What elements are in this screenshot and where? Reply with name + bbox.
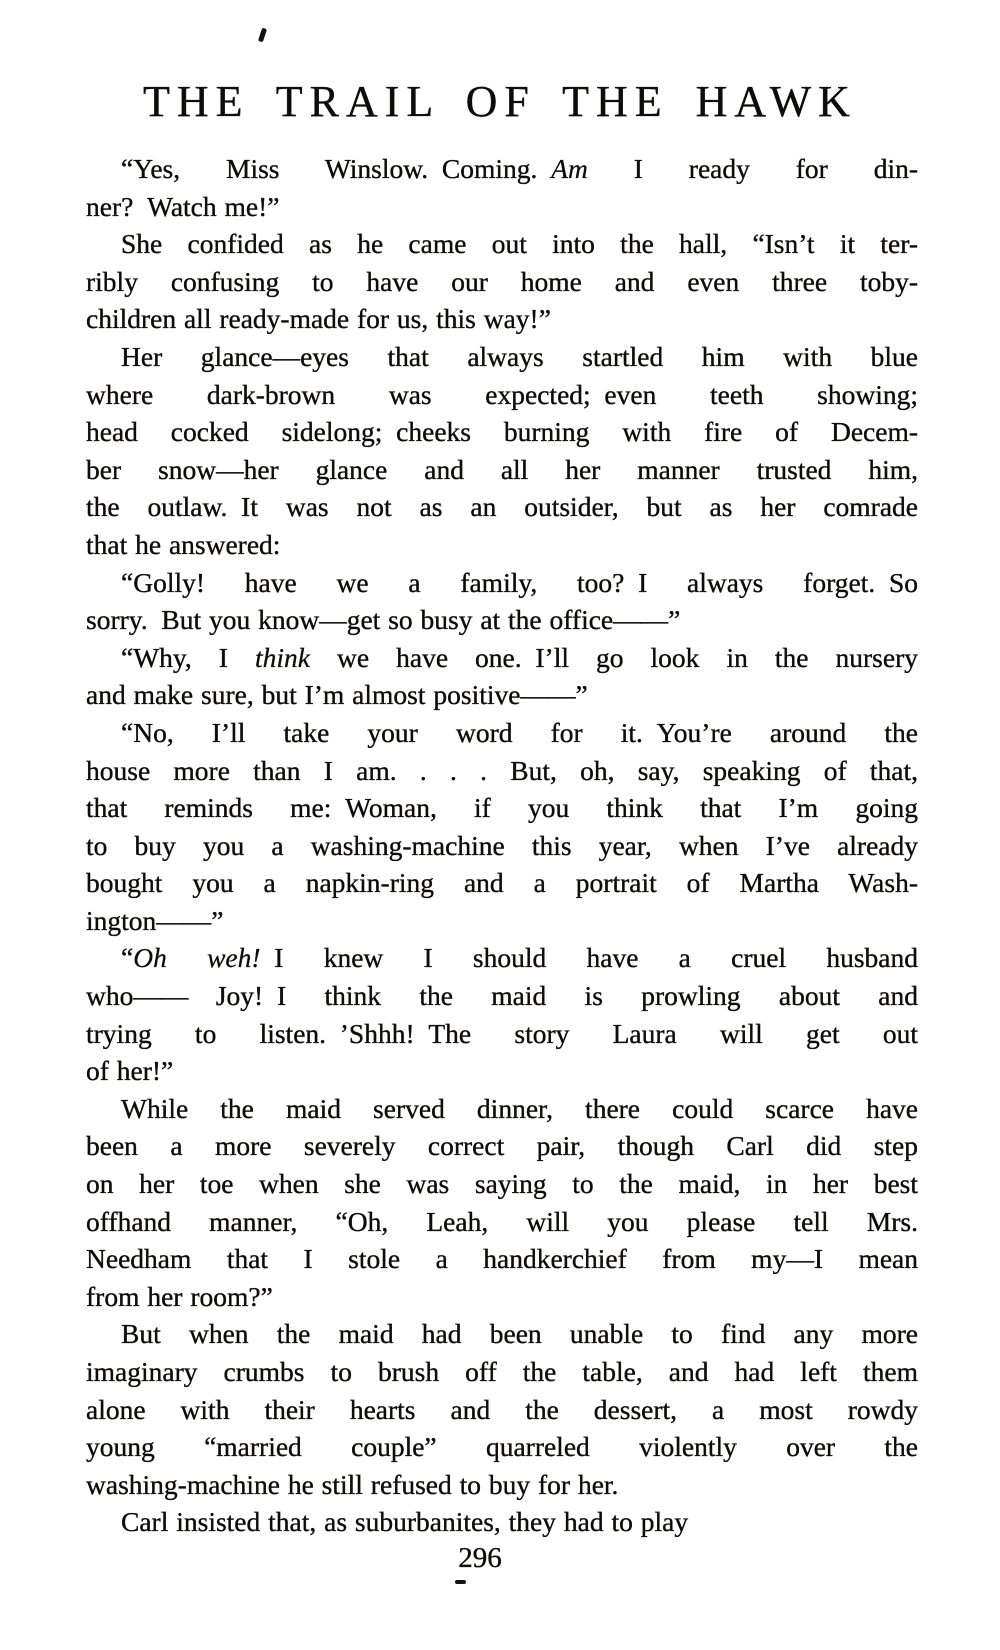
paragraph: [86, 225, 918, 338]
text-line: “Yes, Miss Winslow. Coming. Am I ready for din-: [121, 153, 918, 184]
paragraph: [86, 1503, 918, 1541]
text-line: offhand manner, “Oh, Leah, will you please tell Mrs.: [86, 1205, 918, 1237]
text-line: “Why, I think we have one. I’ll go look in the nursery: [121, 641, 918, 673]
text-line: ber snow—her glance and all her manner trusted him,: [86, 453, 918, 485]
paragraph: [86, 714, 918, 940]
text-line: alone with their hearts and the dessert, a most rowdy: [86, 1393, 918, 1425]
text-line: children all ready-made for us, this way!”: [86, 303, 551, 335]
text-line: While the maid served dinner, there could scarce have: [121, 1092, 918, 1124]
text-line: Her glance—eyes that always startled him with blue: [121, 340, 918, 372]
text-line: house more than I am. . . . But, oh, say, speaking of that,: [86, 754, 918, 786]
text-line: who—— Joy! I think the maid is prowling about and: [86, 980, 918, 1012]
text-line: ington——”: [86, 904, 224, 936]
text-line: washing-machine he still refused to buy for her.: [86, 1468, 619, 1500]
body-text: [86, 150, 918, 1541]
paragraph: [86, 639, 918, 714]
text-line: from her room?”: [86, 1280, 273, 1312]
text-line: where dark-brown was expected; even teeth showing;: [86, 378, 918, 410]
text-line: “Golly! have we a family, too? I always forget. So: [121, 566, 918, 598]
text-line: imaginary crumbs to brush off the table, and had left them: [86, 1356, 918, 1387]
text-line: bought you a napkin-ring and a portrait of Martha Wash-: [86, 867, 918, 899]
text-line: and make sure, but I’m almost positive——”: [86, 679, 588, 711]
text-line: to buy you a washing-machine this year, when I’ve already: [86, 829, 918, 861]
text-line: “No, I’ll take your word for it. You’re around the: [121, 716, 918, 748]
text-line: trying to listen. ’Shhh! The story Laura will get out: [86, 1017, 918, 1049]
text-line: that he answered:: [86, 528, 281, 560]
running-head-title: THE TRAIL OF THE HAWK: [143, 77, 857, 126]
paragraph: [86, 939, 918, 1089]
text-line: young “married couple” quarreled violently over the: [86, 1431, 918, 1463]
text-line: of her!”: [86, 1055, 174, 1087]
paragraph: [86, 564, 918, 639]
text-line: Carl insisted that, as suburbanites, they had to play: [121, 1506, 689, 1538]
text-line: But when the maid had been unable to find any more: [121, 1318, 918, 1350]
ink-speck-top: [258, 28, 267, 43]
text-line: Needham that I stole a handkerchief from my—I mean: [86, 1243, 918, 1275]
paragraph: [86, 1315, 918, 1503]
text-line: head cocked sidelong; cheeks burning with fire of Decem-: [86, 416, 918, 448]
paragraph: [86, 338, 918, 564]
paragraph: [86, 150, 918, 225]
text-line: sorry. But you know—get so busy at the office——”: [86, 604, 681, 636]
text-line: ribly confusing to have our home and even three toby-: [86, 265, 918, 297]
text-line: on her toe when she was saying to the maid, in her best: [86, 1168, 918, 1200]
page-number: 296: [458, 1542, 502, 1574]
text-line: “Oh weh! I knew I should have a cruel husband: [121, 942, 918, 974]
ink-speck-bottom: [455, 1580, 466, 1584]
text-line: the outlaw. It was not as an outsider, but as her comrade: [86, 491, 918, 523]
text-line: that reminds me: Woman, if you think that I’m going: [86, 792, 918, 824]
text-line: ner? Watch me!”: [86, 190, 280, 222]
text-line: She confided as he came out into the hall, “Isn’t it ter-: [121, 228, 918, 260]
text-line: been a more severely correct pair, though Carl did step: [86, 1130, 918, 1162]
paragraph: [86, 1090, 918, 1316]
